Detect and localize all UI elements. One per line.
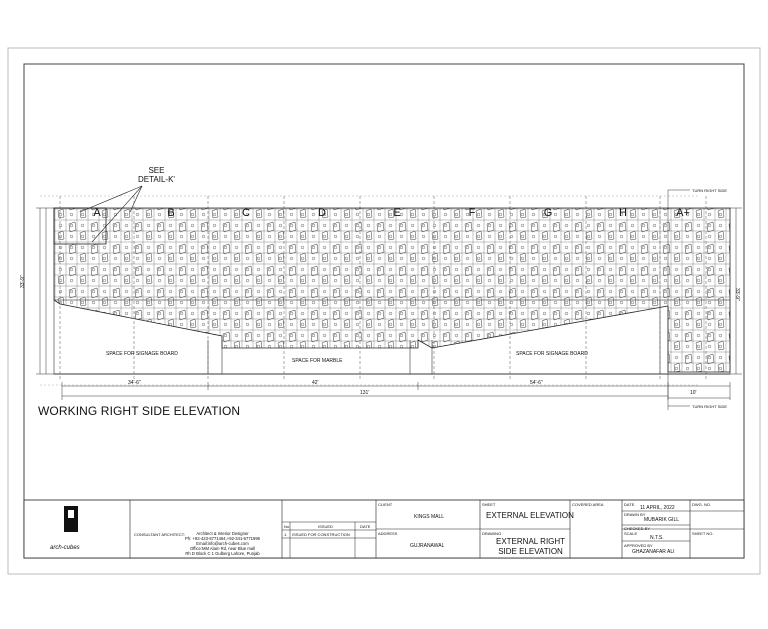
drawing-value-line: SIDE ELEVATION [498,547,563,556]
sheet-value: EXTERNAL ELEVATION [486,511,574,520]
turn-label-top: TURN RIGHT SIDE [692,188,728,193]
rev-row-no: 1. [284,532,288,537]
callout-detail: DETAIL-K' [138,175,175,184]
drawn-by-value: MUBARIK GILL [644,517,680,523]
approved-by-value: GHAZANAFAR ALI [632,549,675,555]
sheet-no-label: SHEET NO. [692,531,714,536]
date-label: DATE [624,502,635,507]
logo-text: arch-cubes [50,545,80,551]
consultant-line: Email:info@arch-cubes.com [196,541,249,546]
address-value: GUJRANAWAL [410,543,445,549]
signage-label-left: SPACE FOR SIGNAGE BOARD [106,351,178,357]
grid-label: E [393,207,401,219]
approved-by-label: APPROVED BY [624,543,653,548]
covered-area-label: COVERED AREA [572,502,604,507]
dim-bottom-right: 54'-6" [530,380,543,386]
marble-label: SPACE FOR MARBLE [292,358,343,364]
scale-label: SCALE [624,531,638,536]
rev-header-date: DATE [360,524,371,529]
grid-label: C [242,207,250,219]
grid-label: B [167,207,175,219]
dim-height-right: 33'-9" [734,288,740,301]
client-value: KINGS MALL [414,514,445,520]
dim-right-segment: 10' [690,390,697,396]
dim-bottom-left: 34'-6" [128,380,141,386]
dim-height-left: 33'-9" [20,275,26,288]
consultant-line: Ph: +92-423-5771464,+92-341-6771996 [185,536,260,541]
detail-callout [138,166,175,184]
drawing-label: DRAWING [482,531,502,536]
drawing-value [496,537,565,557]
consultant-details [165,531,280,556]
grid-label: G [543,207,553,219]
address-label: ADDRESS [378,531,398,536]
consultant-line: Rh D Block C 1 Gulberg Lahore, Punjab [185,551,260,556]
consultant-line: Office:MM Alam Rd, near Blue mall [189,546,256,551]
dwg-no-label: DWG. NO. [692,502,712,507]
callout-see: SEE [148,166,165,175]
turn-label-bottom: TURN RIGHT SIDE [692,404,728,409]
rev-header-issued: ISSUED [318,524,333,529]
facade-pattern [54,208,730,372]
grid-label: H [619,207,627,219]
rev-header-no: No. [284,524,291,529]
consultant-line: Architect & Interior Designer [196,531,249,536]
dim-overall: 131' [360,390,370,396]
checked-by-label: CHECKED BY [624,526,651,531]
signage-label-right: SPACE FOR SIGNAGE BOARD [516,351,588,357]
grid-label: D [318,207,326,219]
consultant-label: CONSULTANT ARCHITECT: [134,532,185,537]
client-label: CLIENT [378,502,393,507]
sheet-label: SHEET [482,502,496,507]
scale-value: N.T.S. [650,535,664,541]
grid-label: A+ [676,207,690,219]
grid-label: F [468,207,476,219]
rev-row-issued: ISSUED FOR CONSTRUCTION [292,532,350,537]
drawn-by-label: DRAWN BY [624,512,646,517]
drawing-value-line: EXTERNAL RIGHT [496,537,566,546]
dim-bottom-mid: 42' [312,380,319,386]
date-value: 11 APRIL, 2022 [640,505,675,511]
drawing-title: WORKING RIGHT SIDE ELEVATION [38,404,241,418]
grid-label: A [93,207,101,219]
